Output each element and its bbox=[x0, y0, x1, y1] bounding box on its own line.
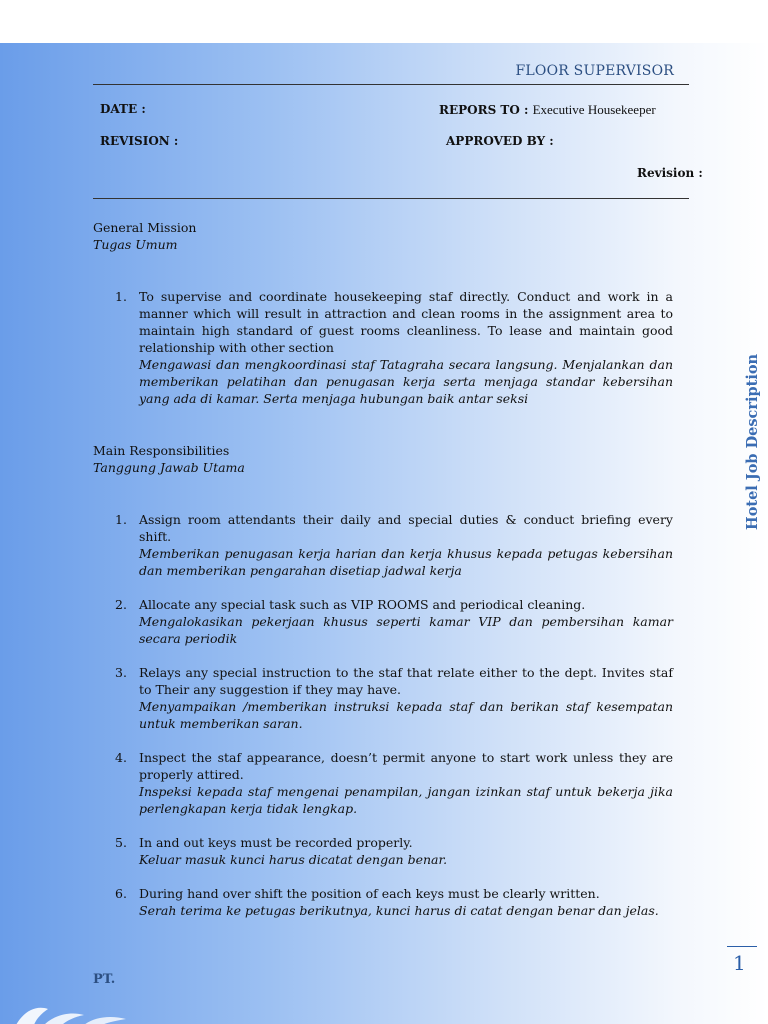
reports-to bbox=[439, 102, 656, 118]
main-responsibilities-title-id: Tanggung Jawab Utama bbox=[93, 460, 245, 475]
general-mission-title: General Mission bbox=[93, 220, 197, 235]
list-item bbox=[93, 288, 673, 407]
list-item bbox=[93, 596, 673, 647]
revision-right-label: Revision : bbox=[637, 166, 703, 180]
item-text-en: Allocate any special task such as VIP ROOMS and periodical cleaning. bbox=[139, 597, 586, 612]
list-item bbox=[93, 749, 673, 817]
item-number: 2. bbox=[115, 597, 127, 612]
item-text-id: Mengalokasikan pekerjaan khusus seperti kamar VIP dan pembersihan kamar secara periodik bbox=[139, 614, 673, 646]
item-text-id: Mengawasi dan mengkoordinasi staf Tatagraha secara langsung. Menjalankan dan memberikan pelatihan dan penugasan kerja serta menjaga standar kebersihan yang ada di kamar. Serta menjaga hubungan baik antar seksi bbox=[139, 357, 673, 406]
item-number: 1. bbox=[115, 512, 127, 527]
footer-company: PT. bbox=[93, 972, 116, 987]
item-text-id: Menyampaikan /memberikan instruksi kepada staf dan berikan staf kesempatan untuk memberikan saran. bbox=[139, 699, 673, 731]
item-text-en: Assign room attendants their daily and special duties & conduct briefing every shift. bbox=[139, 512, 673, 544]
date-label: DATE : bbox=[100, 102, 146, 116]
item-number: 5. bbox=[115, 835, 127, 850]
approved-by-label: APPROVED BY : bbox=[446, 134, 554, 148]
general-mission-title-id: Tugas Umum bbox=[93, 237, 178, 252]
main-responsibilities-heading bbox=[93, 442, 245, 476]
list-item bbox=[93, 511, 673, 579]
main-responsibilities-list bbox=[93, 511, 673, 919]
item-number: 3. bbox=[115, 665, 127, 680]
reports-to-label: REPORS TO : bbox=[439, 103, 529, 117]
item-text-id: Inspeksi kepada staf mengenai penampilan, jangan izinkan staf untuk bekerja jika perlengkapan kerja tidak lengkap. bbox=[139, 784, 673, 816]
item-text-en: In and out keys must be recorded properly. bbox=[139, 835, 413, 850]
document-title: FLOOR SUPERVISOR bbox=[515, 63, 674, 79]
leaf-decoration-icon bbox=[14, 1001, 144, 1024]
main-responsibilities-title: Main Responsibilities bbox=[93, 443, 230, 458]
header-bottom-rule bbox=[93, 198, 689, 199]
reports-to-value: Executive Housekeeper bbox=[532, 102, 656, 117]
document-page bbox=[0, 43, 768, 1024]
side-label: Hotel Job Description bbox=[744, 353, 761, 530]
item-text-en: During hand over shift the position of each keys must be clearly written. bbox=[139, 886, 600, 901]
item-text-en: Inspect the staf appearance, doesn’t permit anyone to start work unless they are properly attired. bbox=[139, 750, 673, 782]
item-number: 4. bbox=[115, 750, 127, 765]
item-text-id: Memberikan penugasan kerja harian dan kerja khusus kepada petugas kebersihan dan memberikan pengarahan disetiap jadwal kerja bbox=[139, 546, 673, 578]
revision-label: REVISION : bbox=[100, 134, 179, 148]
item-number: 6. bbox=[115, 886, 127, 901]
item-number: 1. bbox=[115, 289, 127, 304]
page-number-rule bbox=[727, 946, 757, 947]
item-text-id: Serah terima ke petugas berikutnya, kunci harus di catat dengan benar dan jelas. bbox=[139, 903, 659, 918]
list-item bbox=[93, 664, 673, 732]
item-text-en: Relays any special instruction to the staf that relate either to the dept. Invites staf to Their any suggestion if they may have. bbox=[139, 665, 673, 697]
general-mission-heading bbox=[93, 219, 196, 253]
list-item bbox=[93, 834, 673, 868]
header-top-rule bbox=[93, 84, 689, 85]
page-number: 1 bbox=[733, 951, 746, 975]
item-text-id: Keluar masuk kunci harus dicatat dengan benar. bbox=[139, 852, 448, 867]
item-text-en: To supervise and coordinate housekeeping staf directly. Conduct and work in a manner which will result in attraction and clean rooms in the assignment area to maintain high standard of guest rooms cleanliness. To lease and maintain good relationship with other section bbox=[139, 289, 673, 355]
general-mission-list bbox=[93, 288, 673, 407]
list-item bbox=[93, 885, 673, 919]
